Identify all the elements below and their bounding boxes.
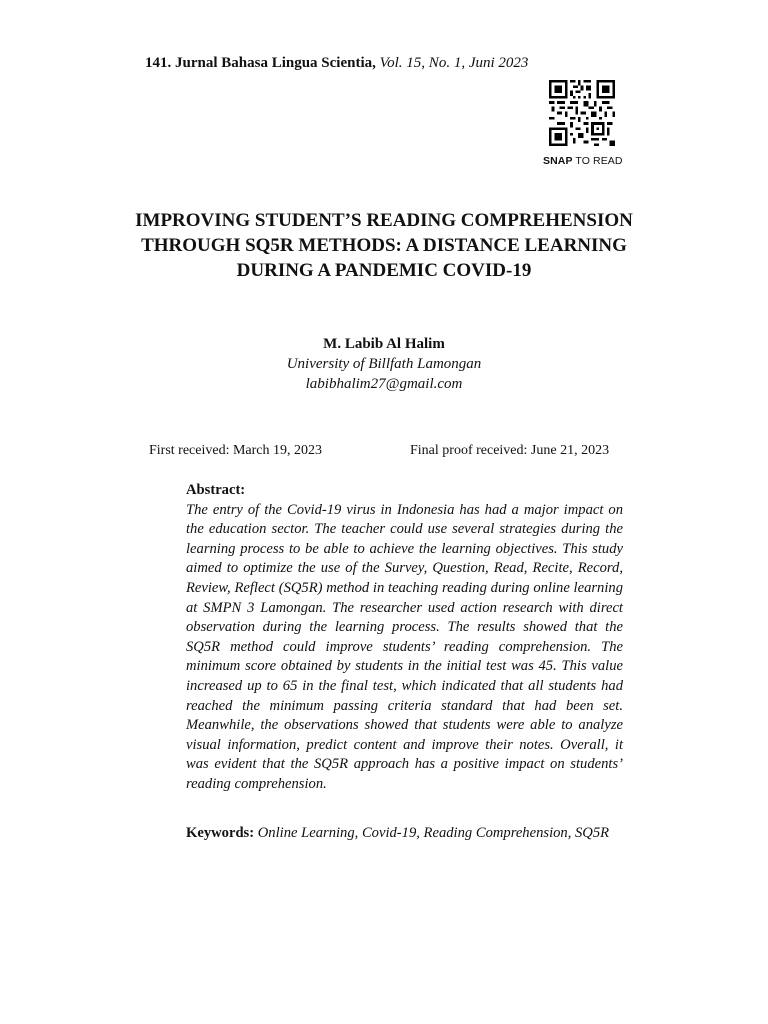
paper-title: IMPROVING STUDENT’S READING COMPREHENSION THROUGH SQ5R METHODS: A DISTANCE LEARNING DURING A PANDEMIC COVID-19 (135, 210, 633, 281)
qr-code-block[interactable] (540, 80, 630, 146)
keywords-label: Keywords: (186, 825, 255, 841)
keywords-values: Online Learning, Covid-19, Reading Comprehension, SQ5R (254, 825, 610, 841)
abstract-section (186, 481, 623, 795)
snap-label-rest: TO READ (572, 155, 623, 167)
author-affiliation: University of Billfath Lamongan (286, 356, 482, 372)
journal-name: 141. Jurnal Bahasa Lingua Scientia, (145, 55, 376, 71)
final-proof-received-date: Final proof received: June 21, 2023 (410, 443, 610, 458)
snap-label-bold: SNAP (543, 155, 573, 167)
journal-volume: Vol. 15, No. 1, Juni 2023 (379, 55, 529, 71)
qr-code-icon[interactable] (549, 80, 615, 146)
author-email[interactable]: labibhalim27@gmail.com (305, 376, 463, 392)
journal-header (145, 55, 528, 72)
abstract-heading: Abstract: (186, 482, 246, 498)
abstract-text: The entry of the Covid-19 virus in Indonesia has had a major impact on the education sector. The teacher could use several strategies during the learning process to be able to achieve the learning objectives. This study aimed to optimize the use of the Survey, Question, Read, Recite, Record, Review, Reflect (SQ5R) method in teaching reading during online learning at SMPN 3 Lamongan. The researcher used action research with direct observation during the learning process. The results showed that the SQ5R method could improve students’ reading comprehension. The minimum score obtained by students in the initial test was 45. This value increased up to 65 in the final test, which indicated that all students had reached the minimum passing criteria standard that had been set. Meanwhile, the observations showed that students were able to analyze visual information, predict content and improve their notes. Overall, it was evident that the SQ5R approach has a positive impact on students’ reading comprehension. (186, 501, 623, 792)
snap-to-read-label (543, 155, 623, 167)
keywords-section (186, 824, 623, 844)
author-name: M. Labib Al Halim (323, 336, 445, 352)
first-received-date: First received: March 19, 2023 (149, 443, 323, 458)
author-block (134, 334, 634, 394)
